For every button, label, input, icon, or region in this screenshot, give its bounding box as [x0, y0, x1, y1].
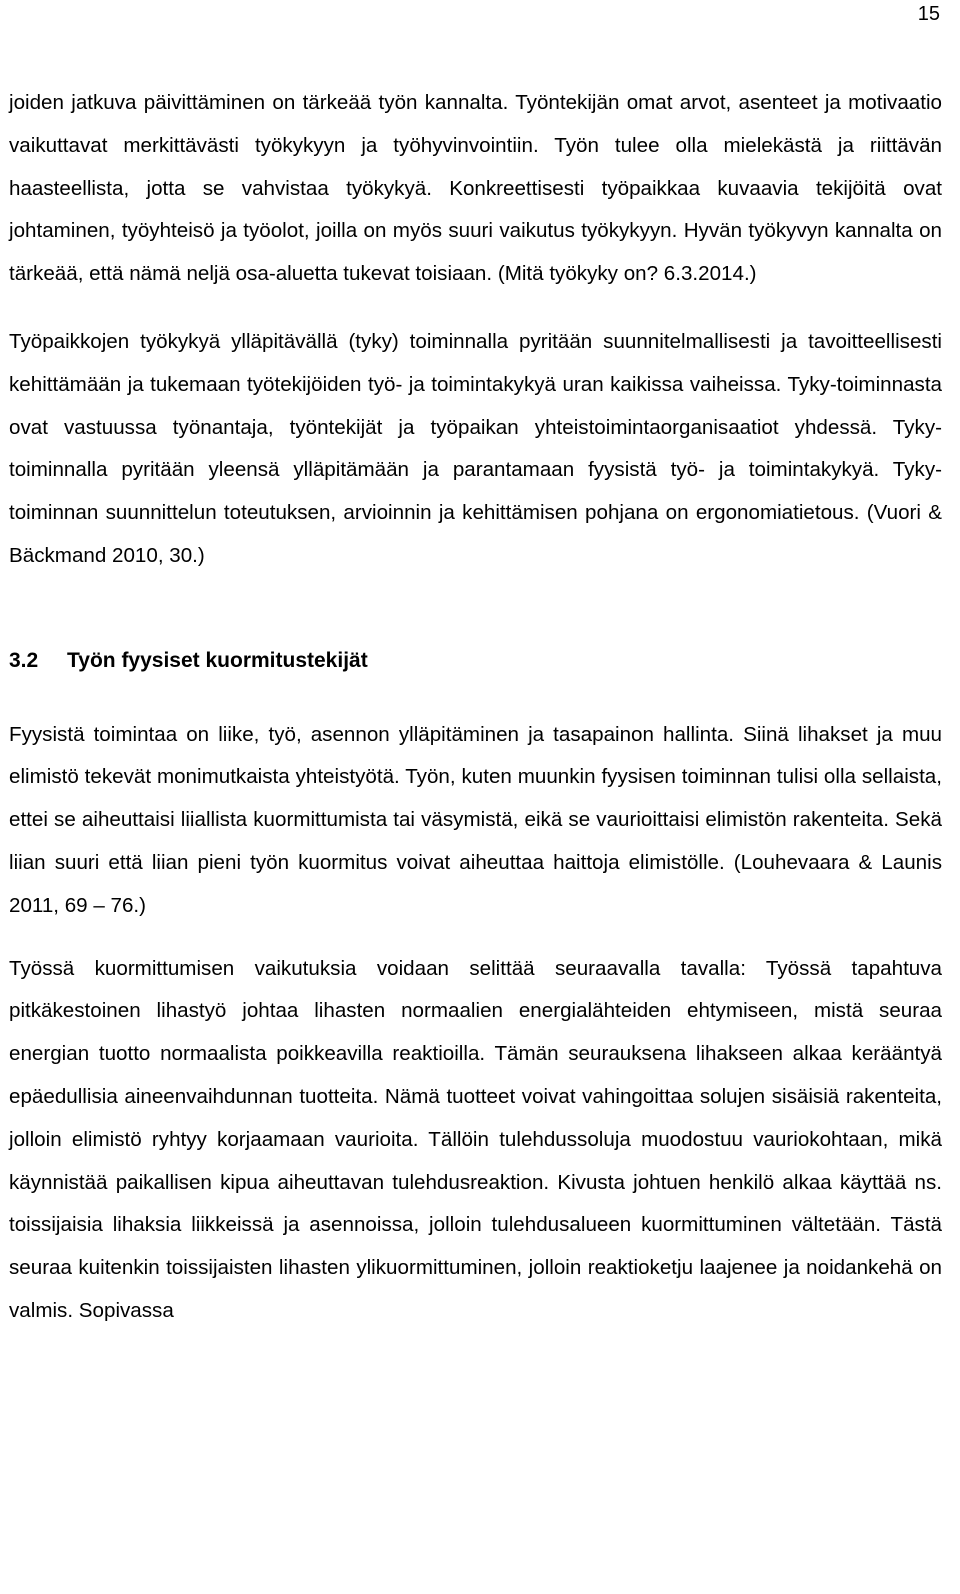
paragraph-work-ability: joiden jatkuva päivittäminen on tärkeää työn kannalta. Työntekijän omat arvot, asenteet ja motivaatio vaikuttavat merkittävästi työkykyyn ja työhyvinvointiin. Työn tulee olla mielekästä ja riittävän haasteellista, jotta se vahvistaa työkykyä. Konkreettisesti työpaikkaa kuvaavia tekijöitä ovat johtaminen, työyhteisö ja työolot, joilla on myös suuri vaikutus työkykyyn. Hyvän työkyvyn kannalta on tärkeää, että nämä neljä osa-aluetta tukevat toisiaan. (Mitä työkyky on? 6.3.2014.) — [9, 91, 942, 286]
section-heading — [9, 640, 942, 683]
section-number: 3.2 — [9, 648, 39, 672]
paragraph-strain-effects: Työssä kuormittumisen vaikutuksia voidaan selittää seuraavalla tavalla: Työssä tapahtuva pitkäkestoinen lihastyö johtaa lihasten normaalien energialähteiden ehtymiseen, mistä seuraa energian tuotto normaalista poikkeavilla reaktioilla. Tämän seurauksena lihakseen alkaa kerääntyä epäedullisia aineenvaihdunnan tuotteita. Nämä tuotteet voivat vahingoittaa solujen sisäisiä rakenteita, jolloin elimistö ryhtyy korjaamaan vaurioita. Tällöin tulehdussoluja muodostuu vauriokohtaan, mikä käynnistää paikallisen kipua aiheuttavan tulehdusreaktion. Kivusta johtuen henkilö alkaa käyttää ns. toissijaisia lihaksia liikkeissä ja asennoissa, jolloin tulehdusalueen kuormittuminen vältetään. Tästä seuraa kuitenkin toissijaisten lihasten ylikuormittuminen, jolloin reaktioketju laajenee ja noidankehä on valmis. Sopivassa — [9, 956, 942, 1322]
page-number: 15 — [917, 3, 940, 25]
section-title: Työn fyysiset kuormitustekijät — [67, 648, 368, 672]
paragraph-tyky-activity: Työpaikkojen työkykyä ylläpitävällä (tyky) toiminnalla pyritään suunnitelmallisesti ja tavoitteellisesti kehittämään ja tukemaan työtekijöiden työ- ja toimintakykyä uran kaikissa vaiheissa. Tyky-toiminnasta ovat vastuussa työnantaja, työntekijät ja työpaikan yhteistoimintaorganisaatiot yhdessä. Tyky-toiminnalla pyritään yleensä ylläpitämään ja parantamaan fyysistä työ- ja toimintakykyä. Tyky-toiminnan suunnittelun toteutuksen, arvioinnin ja kehittämisen pohjana on ergonomiatietous. (Vuori & Bäckmand 2010, 30.) — [9, 329, 942, 567]
document-body — [9, 82, 942, 1333]
paragraph-physical-activity: Fyysistä toimintaa on liike, työ, asennon ylläpitäminen ja tasapainon hallinta. Siinä lihakset ja muu elimistö tekevät monimutkaista yhteistyötä. Työn, kuten muunkin fyysisen toiminnan tulisi olla sellaista, ettei se aiheuttaisi liiallista kuormittumista tai väsymistä, eikä se vaurioittaisi elimistön rakenteita. Sekä liian suuri että liian pieni työn kuormitus voivat aiheuttaa haittoja elimistölle. (Louhevaara & Launis 2011, 69 – 76.) — [9, 722, 942, 917]
